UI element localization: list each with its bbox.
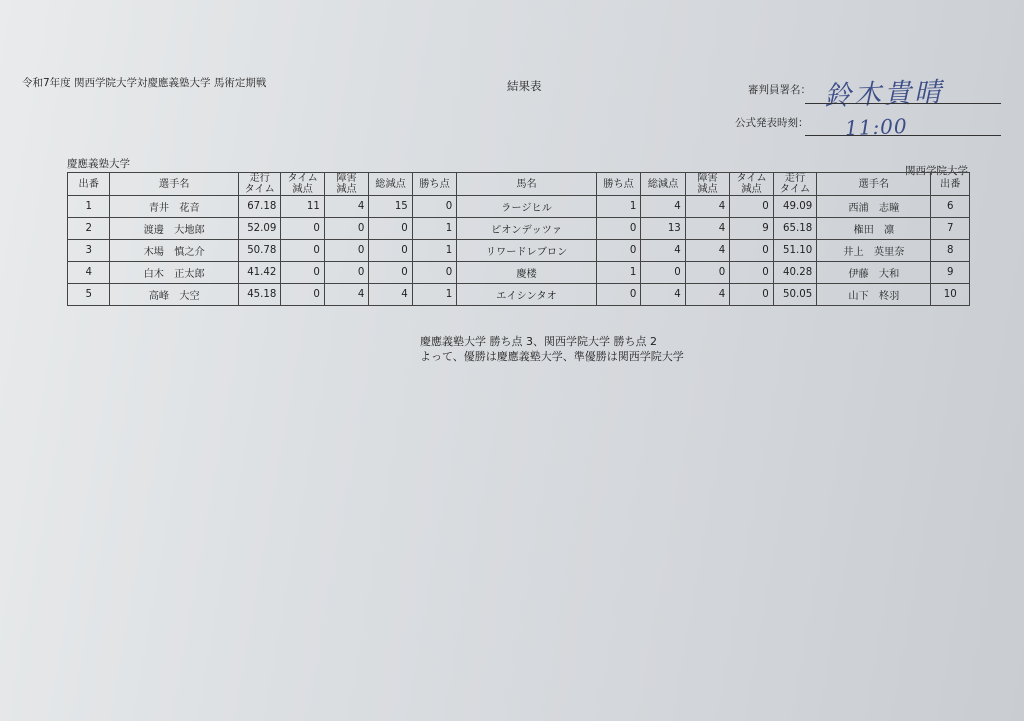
rider-name-cell: 西浦 志瞳 — [817, 196, 931, 218]
column-header: タイム 減点 — [281, 173, 324, 196]
column-header: 出番 — [68, 173, 110, 196]
obstacle-penalty-cell: 0 — [324, 262, 368, 284]
obstacle-penalty-cell: 4 — [685, 240, 729, 262]
entry-number-cell: 4 — [68, 262, 110, 284]
run-time-cell: 50.78 — [238, 240, 280, 262]
table-row — [68, 240, 970, 262]
column-header: 障害 減点 — [685, 173, 729, 196]
rider-name-cell: 青井 花音 — [110, 196, 238, 218]
run-time-cell: 51.10 — [773, 240, 816, 262]
win-point-cell: 0 — [596, 240, 640, 262]
entry-number-cell: 9 — [931, 262, 970, 284]
time-penalty-cell: 9 — [730, 218, 773, 240]
column-header: 総減点 — [641, 173, 685, 196]
event-title: 令和7年度 関西学院大学対慶應義塾大学 馬術定期戦 — [22, 77, 267, 89]
time-penalty-cell: 0 — [730, 240, 773, 262]
obstacle-penalty-cell: 4 — [324, 196, 368, 218]
run-time-cell: 65.18 — [773, 218, 816, 240]
total-penalty-cell: 4 — [369, 284, 412, 306]
run-time-cell: 49.09 — [773, 196, 816, 218]
run-time-cell: 45.18 — [238, 284, 280, 306]
table-row — [68, 262, 970, 284]
obstacle-penalty-cell: 4 — [685, 284, 729, 306]
column-header: 障害 減点 — [324, 173, 368, 196]
obstacle-penalty-cell: 0 — [685, 262, 729, 284]
referee-signature: 鈴木貴晴 — [823, 76, 945, 113]
run-time-cell: 40.28 — [773, 262, 816, 284]
column-header: 走行 タイム — [238, 173, 280, 196]
total-penalty-cell: 0 — [641, 262, 685, 284]
obstacle-penalty-cell: 4 — [685, 218, 729, 240]
time-penalty-cell: 0 — [281, 284, 324, 306]
obstacle-penalty-cell: 4 — [324, 284, 368, 306]
obstacle-penalty-cell: 0 — [324, 218, 368, 240]
horse-name-cell: ピオンデッツァ — [457, 218, 597, 240]
rider-name-cell: 伊藤 大和 — [817, 262, 931, 284]
announcement-time-line — [805, 135, 1001, 136]
column-header: タイム 減点 — [730, 173, 773, 196]
column-header: 出番 — [931, 173, 970, 196]
table-header-row — [68, 173, 970, 196]
results-table — [67, 172, 970, 306]
win-point-cell: 1 — [596, 196, 640, 218]
total-penalty-cell: 0 — [369, 240, 412, 262]
horse-name-cell: ラージヒル — [457, 196, 597, 218]
win-point-cell: 0 — [596, 218, 640, 240]
win-point-cell: 0 — [412, 262, 456, 284]
summary-points: 慶應義塾大学 勝ち点 3、関西学院大学 勝ち点 2 — [420, 335, 657, 348]
horse-name-cell: エイシンタオ — [457, 284, 597, 306]
table-row — [68, 196, 970, 218]
time-penalty-cell: 0 — [730, 262, 773, 284]
total-penalty-cell: 4 — [641, 240, 685, 262]
run-time-cell: 52.09 — [238, 218, 280, 240]
summary-result: よって、優勝は慶應義塾大学、準優勝は関西学院大学 — [420, 350, 684, 363]
obstacle-penalty-cell: 4 — [685, 196, 729, 218]
win-point-cell: 0 — [596, 284, 640, 306]
entry-number-cell: 7 — [931, 218, 970, 240]
run-time-cell: 50.05 — [773, 284, 816, 306]
column-header: 勝ち点 — [596, 173, 640, 196]
column-header: 総減点 — [369, 173, 412, 196]
obstacle-penalty-cell: 0 — [324, 240, 368, 262]
time-penalty-cell: 0 — [281, 218, 324, 240]
horse-name-cell: リワードレブロン — [457, 240, 597, 262]
total-penalty-cell: 0 — [369, 262, 412, 284]
announcement-time-value: 11:00 — [844, 113, 909, 141]
entry-number-cell: 6 — [931, 196, 970, 218]
run-time-cell: 67.18 — [238, 196, 280, 218]
rider-name-cell: 木場 慎之介 — [110, 240, 238, 262]
table-row — [68, 284, 970, 306]
rider-name-cell: 白木 正太郎 — [110, 262, 238, 284]
entry-number-cell: 1 — [68, 196, 110, 218]
rider-name-cell: 高峰 大空 — [110, 284, 238, 306]
referee-signature-line — [805, 103, 1001, 104]
column-header: 勝ち点 — [412, 173, 456, 196]
announcement-time-label: 公式発表時刻： — [735, 117, 809, 129]
rider-name-cell: 権田 凛 — [817, 218, 931, 240]
time-penalty-cell: 0 — [281, 262, 324, 284]
win-point-cell: 1 — [412, 240, 456, 262]
time-penalty-cell: 11 — [281, 196, 324, 218]
total-penalty-cell: 4 — [641, 196, 685, 218]
left-team-name: 慶應義塾大学 — [67, 158, 130, 170]
column-header: 走行 タイム — [773, 173, 816, 196]
document-title: 結果表 — [507, 79, 542, 93]
time-penalty-cell: 0 — [730, 196, 773, 218]
time-penalty-cell: 0 — [281, 240, 324, 262]
entry-number-cell: 2 — [68, 218, 110, 240]
total-penalty-cell: 15 — [369, 196, 412, 218]
rider-name-cell: 井上 英里奈 — [817, 240, 931, 262]
entry-number-cell: 5 — [68, 284, 110, 306]
win-point-cell: 0 — [412, 196, 456, 218]
rider-name-cell: 渡邊 大地郎 — [110, 218, 238, 240]
referee-signature-label: 審判員署名： — [748, 84, 811, 96]
column-header: 選手名 — [110, 173, 238, 196]
entry-number-cell: 8 — [931, 240, 970, 262]
win-point-cell: 1 — [412, 218, 456, 240]
win-point-cell: 1 — [412, 284, 456, 306]
total-penalty-cell: 0 — [369, 218, 412, 240]
column-header: 馬名 — [457, 173, 597, 196]
rider-name-cell: 山下 柊羽 — [817, 284, 931, 306]
time-penalty-cell: 0 — [730, 284, 773, 306]
total-penalty-cell: 4 — [641, 284, 685, 306]
win-point-cell: 1 — [596, 262, 640, 284]
right-team-name: 関西学院大学 — [905, 165, 968, 177]
table-row — [68, 218, 970, 240]
total-penalty-cell: 13 — [641, 218, 685, 240]
column-header: 選手名 — [817, 173, 931, 196]
horse-name-cell: 慶楼 — [457, 262, 597, 284]
run-time-cell: 41.42 — [238, 262, 280, 284]
entry-number-cell: 10 — [931, 284, 970, 306]
entry-number-cell: 3 — [68, 240, 110, 262]
